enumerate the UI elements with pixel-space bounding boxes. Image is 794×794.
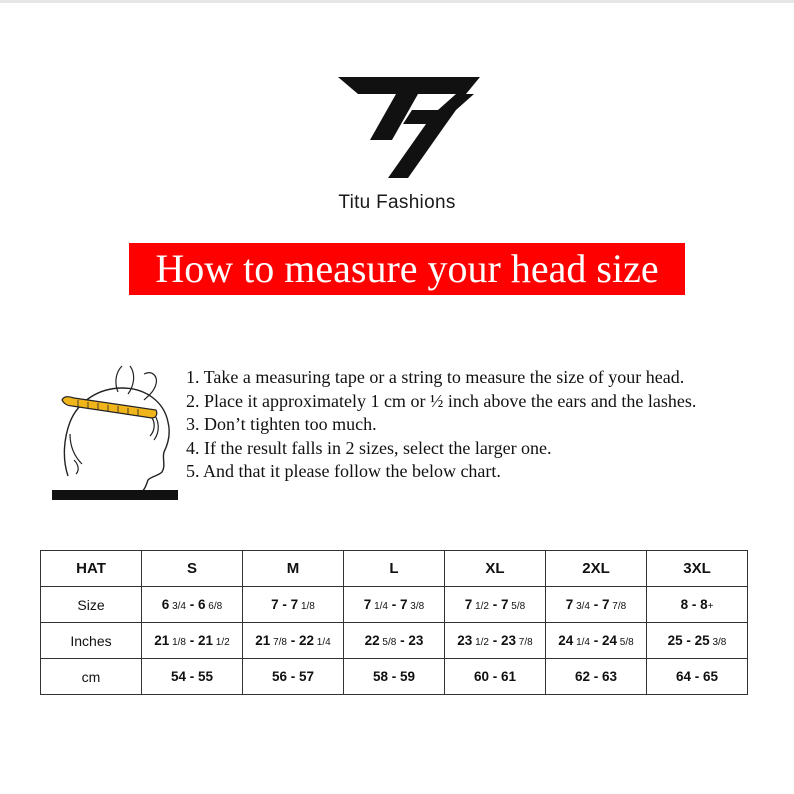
cell-part: 7 bbox=[290, 597, 299, 612]
table-cell bbox=[344, 659, 445, 695]
cell-part: 60 bbox=[473, 669, 489, 684]
table-cell bbox=[142, 587, 243, 623]
cell-part: 61 bbox=[501, 669, 517, 684]
cell-part: - bbox=[489, 633, 501, 648]
cell-part: - bbox=[682, 633, 695, 648]
cell-part: 6 bbox=[161, 597, 170, 612]
header-cell: XL bbox=[445, 551, 546, 587]
cell-part: 7 bbox=[271, 597, 279, 612]
cell-part: 57 bbox=[299, 669, 315, 684]
table-cell bbox=[344, 623, 445, 659]
cell-part: - bbox=[186, 597, 198, 612]
cell-part: 7 bbox=[400, 597, 408, 612]
cell-part: - bbox=[287, 669, 299, 684]
cell-part: 5/8 bbox=[508, 601, 526, 612]
cell-part: 1/4 bbox=[371, 601, 388, 612]
cell-part: 5/8 bbox=[379, 637, 397, 648]
cell-part: 3/4 bbox=[169, 601, 186, 612]
cell-part: 7 bbox=[565, 597, 574, 612]
cell-part: 1/4 bbox=[314, 637, 331, 648]
head-measuring-tape-icon bbox=[48, 360, 178, 506]
header-cell: 3XL bbox=[647, 551, 748, 587]
cell-part: 7/8 bbox=[270, 637, 287, 648]
cell-part: 22 bbox=[364, 633, 380, 648]
cell-part: 25 bbox=[667, 633, 683, 648]
table-cell bbox=[546, 623, 647, 659]
top-divider bbox=[0, 0, 794, 3]
table-cell bbox=[546, 659, 647, 695]
header-cell: S bbox=[142, 551, 243, 587]
table-cell bbox=[647, 623, 748, 659]
cell-part: - bbox=[489, 669, 501, 684]
table-cell bbox=[647, 659, 748, 695]
cell-part: - bbox=[590, 597, 602, 612]
header-cell: 2XL bbox=[546, 551, 647, 587]
cell-part: 5/8 bbox=[617, 637, 634, 648]
cell-part: 7 bbox=[464, 597, 473, 612]
cell-part: 54 bbox=[170, 669, 186, 684]
brand-name: Titu Fashions bbox=[338, 192, 456, 213]
cell-part: 65 bbox=[703, 669, 719, 684]
cell-part: 1/2 bbox=[213, 637, 230, 648]
cell-part: 21 bbox=[154, 633, 170, 648]
cell-part: 25 bbox=[694, 633, 710, 648]
instruction-item: 1. Take a measuring tape or a string to measure the size of your head. bbox=[186, 367, 685, 387]
cell-part: 7 bbox=[602, 597, 610, 612]
instruction-item: 2. Place it approximately 1 cm or ½ inch above the ears and the lashes. bbox=[186, 390, 697, 411]
cell-part: - bbox=[388, 669, 400, 684]
instruction-item: 5. And that it please follow the below chart. bbox=[186, 461, 501, 481]
tf-monogram-icon bbox=[336, 74, 482, 180]
row-label: cm bbox=[41, 659, 142, 695]
cell-part: 56 bbox=[271, 669, 287, 684]
cell-part: - bbox=[489, 597, 501, 612]
cell-part: - bbox=[287, 633, 299, 648]
cell-part: - bbox=[590, 633, 602, 648]
cell-part: 24 bbox=[558, 633, 574, 648]
table-row bbox=[41, 659, 748, 695]
cell-part: 3/8 bbox=[709, 637, 727, 648]
instruction-item: 3. Don’t tighten too much. bbox=[186, 414, 377, 434]
cell-part: 59 bbox=[400, 669, 416, 684]
table-cell bbox=[142, 659, 243, 695]
cell-part: 7/8 bbox=[609, 601, 627, 612]
cell-part: 3/4 bbox=[573, 601, 590, 612]
cell-part: 58 bbox=[372, 669, 388, 684]
instruction-item: 4. If the result falls in 2 sizes, select the larger one. bbox=[186, 437, 552, 458]
cell-part: 7 bbox=[363, 597, 372, 612]
table-cell bbox=[445, 659, 546, 695]
cell-part: 7 bbox=[501, 597, 509, 612]
cell-part: 63 bbox=[602, 669, 618, 684]
cell-part: 24 bbox=[602, 633, 618, 648]
table-cell bbox=[445, 587, 546, 623]
size-chart-table bbox=[40, 550, 748, 695]
cell-part: 6/8 bbox=[205, 601, 223, 612]
cell-part: + bbox=[707, 601, 714, 612]
cell-part: 23 bbox=[408, 633, 424, 648]
cell-part: 1/2 bbox=[472, 637, 489, 648]
cell-part: 8 bbox=[700, 597, 708, 612]
table-cell bbox=[243, 587, 344, 623]
cell-part: 22 bbox=[299, 633, 315, 648]
table-row bbox=[41, 587, 748, 623]
cell-part: 3/8 bbox=[407, 601, 425, 612]
cell-part: 23 bbox=[457, 633, 473, 648]
row-label: Inches bbox=[41, 623, 142, 659]
table-cell bbox=[243, 659, 344, 695]
instructions-list bbox=[186, 366, 696, 484]
cell-part: - bbox=[388, 597, 400, 612]
cell-part: 6 bbox=[198, 597, 206, 612]
cell-part: - bbox=[396, 633, 409, 648]
cell-part: 1/4 bbox=[573, 637, 590, 648]
cell-part: - bbox=[186, 669, 198, 684]
cell-part: 7/8 bbox=[516, 637, 533, 648]
cell-part: - bbox=[278, 597, 291, 612]
table-cell bbox=[647, 587, 748, 623]
cell-part: 62 bbox=[574, 669, 590, 684]
cell-part: 23 bbox=[501, 633, 517, 648]
cell-part: 55 bbox=[198, 669, 214, 684]
cell-part: 21 bbox=[255, 633, 271, 648]
table-cell bbox=[243, 623, 344, 659]
page-title: How to measure your head size bbox=[129, 243, 685, 295]
cell-part: - bbox=[186, 633, 198, 648]
table-header-row bbox=[41, 551, 748, 587]
cell-part: - bbox=[590, 669, 602, 684]
cell-part: 8 bbox=[680, 597, 689, 612]
header-cell: M bbox=[243, 551, 344, 587]
cell-part: 1/8 bbox=[169, 637, 186, 648]
table-cell bbox=[142, 623, 243, 659]
table-cell bbox=[546, 587, 647, 623]
table-cell bbox=[344, 587, 445, 623]
cell-part: 21 bbox=[198, 633, 214, 648]
header-cell: HAT bbox=[41, 551, 142, 587]
table-row bbox=[41, 623, 748, 659]
cell-part: - bbox=[691, 669, 703, 684]
table-cell bbox=[445, 623, 546, 659]
row-label: Size bbox=[41, 587, 142, 623]
cell-part: 1/8 bbox=[298, 601, 315, 612]
cell-part: - bbox=[688, 597, 701, 612]
cell-part: 1/2 bbox=[472, 601, 489, 612]
header-cell: L bbox=[344, 551, 445, 587]
cell-part: 64 bbox=[675, 669, 691, 684]
